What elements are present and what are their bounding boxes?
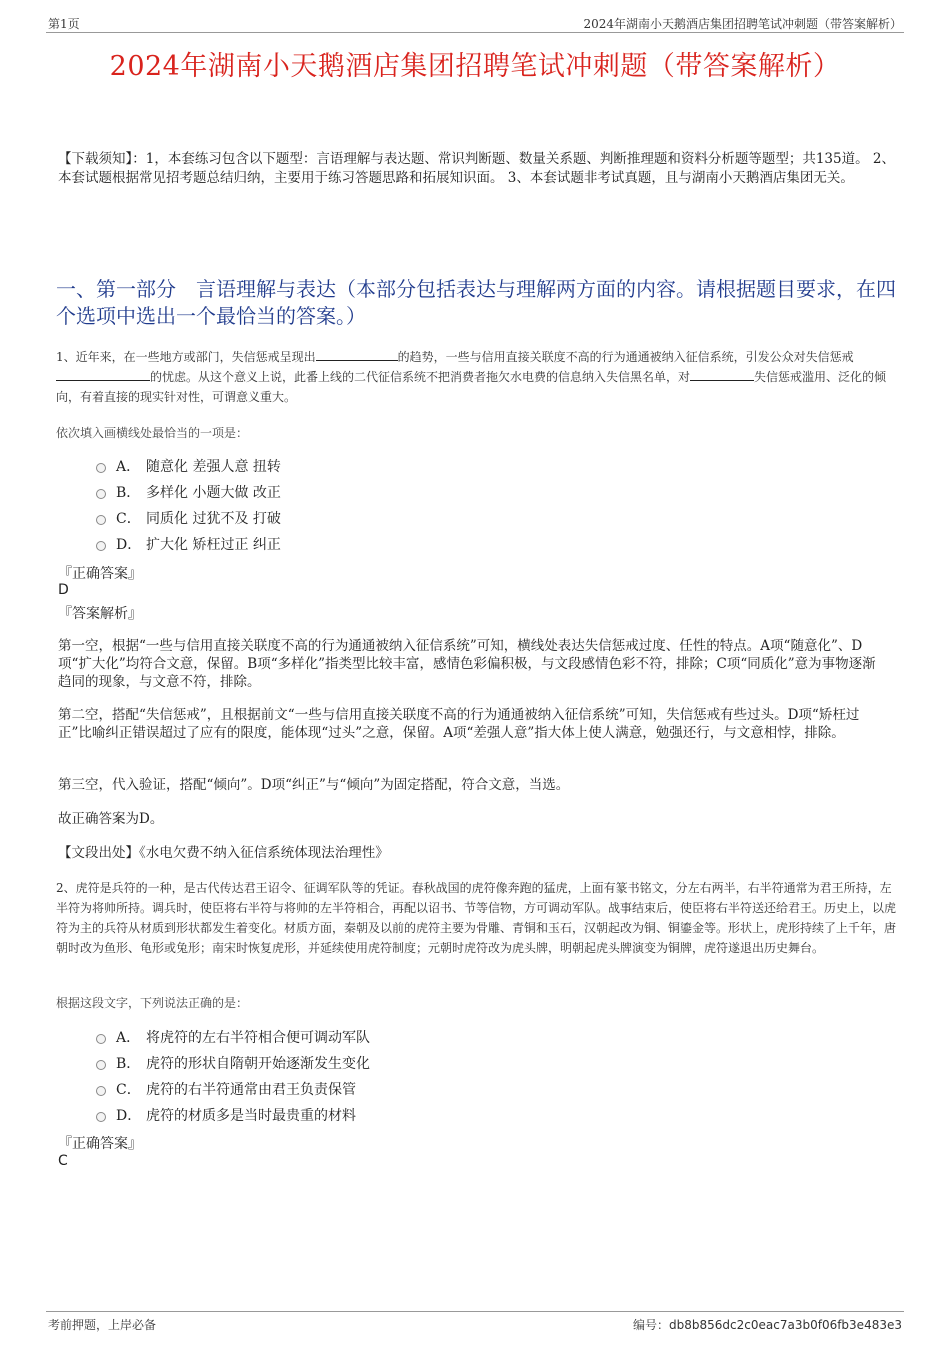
question-2-prompt: 根据这段文字，下列说法正确的是： [56,996,249,1010]
radio-icon[interactable] [96,1060,106,1070]
option-c[interactable]: C． 虎符的右半符通常由君王负责保管 [96,1076,370,1102]
option-b[interactable]: B． 多样化 小题大做 改正 [96,479,281,505]
option-a[interactable]: A． 将虎符的左右半符相合便可调动军队 [96,1024,370,1050]
question-2-text: 2、虎符是兵符的一种，是古代传达君王诏令、征调军队等的凭证。春秋战国的虎符像奔跑的猛虎，上面有篆书铭文，分左右两半，右半符通常为君王所持，左半符为将帅所持。调兵时，使臣将右半符与将帅的左半符相合，再配以诏书、节等信物，方可调动军队。战事结束后，使臣将右半符送还给君王。历史上，以虎符为主的兵符从材质到形状都发生着变化。材质方面，秦朝及以前的虎符主要为骨雕、青铜和玉石，汉朝起改为铜、铜鎏金等。形状上，虎形持续了上千年，唐朝时改为鱼形、龟形或兔形；南宋时恢复虎形，并延续使用虎符制度；元朝时虎符改为虎头牌，明朝起虎头牌演变为铜牌，虎符遂退出历史舞台。 [56,881,897,955]
page-number: 第1页 [48,17,80,31]
radio-icon[interactable] [96,489,106,499]
source-citation: 【文段出处】《水电欠费不纳入征信系统体现法治理性》 [58,845,389,861]
radio-icon[interactable] [96,463,106,473]
option-d[interactable]: D． 扩大化 矫枉过正 纠正 [96,531,281,557]
analysis-paragraph-1: 第一空，根据“一些与信用直接关联度不高的行为通通被纳入征信系统”可知，横线处表达失信惩戒过度、任性的特点。A项“随意化”、D项“扩大化”均符合文意，保留。B项“多样化”指类型比较丰富，感情色彩偏积极，与文段感情色彩不符，排除；C项“同质化”意为事物逐渐趋同的现象，与文意不符，排除。 [58,638,876,690]
question-2-options [96,1024,370,1128]
option-a[interactable]: A． 随意化 差强人意 扭转 [96,453,281,479]
header-doc-title: 2024年湖南小天鹅酒店集团招聘笔试冲刺题（带答案解析） [583,17,902,31]
blank-3 [690,367,754,381]
footer-code: 编号：db8b856dc2c0eac7a3b0f06fb3e483e3 [633,1318,902,1332]
section-title: 一、第一部分 言语理解与表达（本部分包括表达与理解两方面的内容。请根据题目要求，在四个选项中选出一个最恰当的答案。） [56,277,896,328]
document-title: 2024年湖南小天鹅酒店集团招聘笔试冲刺题（带答案解析） [109,51,841,82]
analysis-conclusion: 故正确答案为D。 [58,811,164,827]
footer-slogan: 考前押题，上岸必备 [48,1318,157,1332]
radio-icon[interactable] [96,1112,106,1122]
radio-icon[interactable] [96,541,106,551]
question-1-prompt: 依次填入画横线处最恰当的一项是： [56,426,249,440]
option-b[interactable]: B． 虎符的形状自隋朝开始逐渐发生变化 [96,1050,370,1076]
radio-icon[interactable] [96,1086,106,1096]
option-c[interactable]: C． 同质化 过犹不及 打破 [96,505,281,531]
answer-label: 『正确答案』 [58,1136,142,1152]
download-notice: 【下载须知】：1，本套练习包含以下题型：言语理解与表达题、常识判断题、数量关系题、判断推理题和资料分析题等题型；共135道。 2、本套试题根据常见招考题总结归纳，主要用于练习答题思路和拓展知识面。 3、本套试题非考试真题，且与湖南小天鹅酒店集团无关。 [58,151,895,186]
analysis-paragraph-3: 第三空，代入验证，搭配“倾向”。D项“纠正”与“倾向”为固定搭配，符合文意，当选。 [58,777,570,793]
question-1-options [96,453,281,557]
radio-icon[interactable] [96,1034,106,1044]
analysis-paragraph-2: 第二空，搭配“失信惩戒”，且根据前文“一些与信用直接关联度不高的行为通通被纳入征信系统”可知，失信惩戒有些过头。D项“矫枉过正”比喻纠正错误超过了应有的限度，能体现“过头”之意，保留。A项“差强人意”指大体上使人满意，勉强还行，与文意相悖，排除。 [58,707,860,741]
question-1-text: 1、近年来，在一些地方或部门，失信惩戒呈现出 的趋势，一些与信用直接关联度不高的行为通通被纳入征信系统，引发公众对失信惩戒的忧虑。从这个意义上说，此番上线的二代征信系统不把消费者拖欠水电费的信息纳入失信黑名单，对 失信惩戒滥用、泛化的倾向，有着直接的现实针对性，可谓意义重大。 [56,347,898,407]
blank-2 [56,367,150,381]
answer-label: 『正确答案』 [58,566,142,582]
blank-1 [316,347,398,361]
answer-value: D [58,582,69,598]
page-footer [46,1311,904,1334]
answer-value: C [58,1153,68,1169]
radio-icon[interactable] [96,515,106,525]
analysis-label: 『答案解析』 [58,606,142,622]
option-d[interactable]: D． 虎符的材质多是当时最贵重的材料 [96,1102,370,1128]
page-header [46,12,904,33]
